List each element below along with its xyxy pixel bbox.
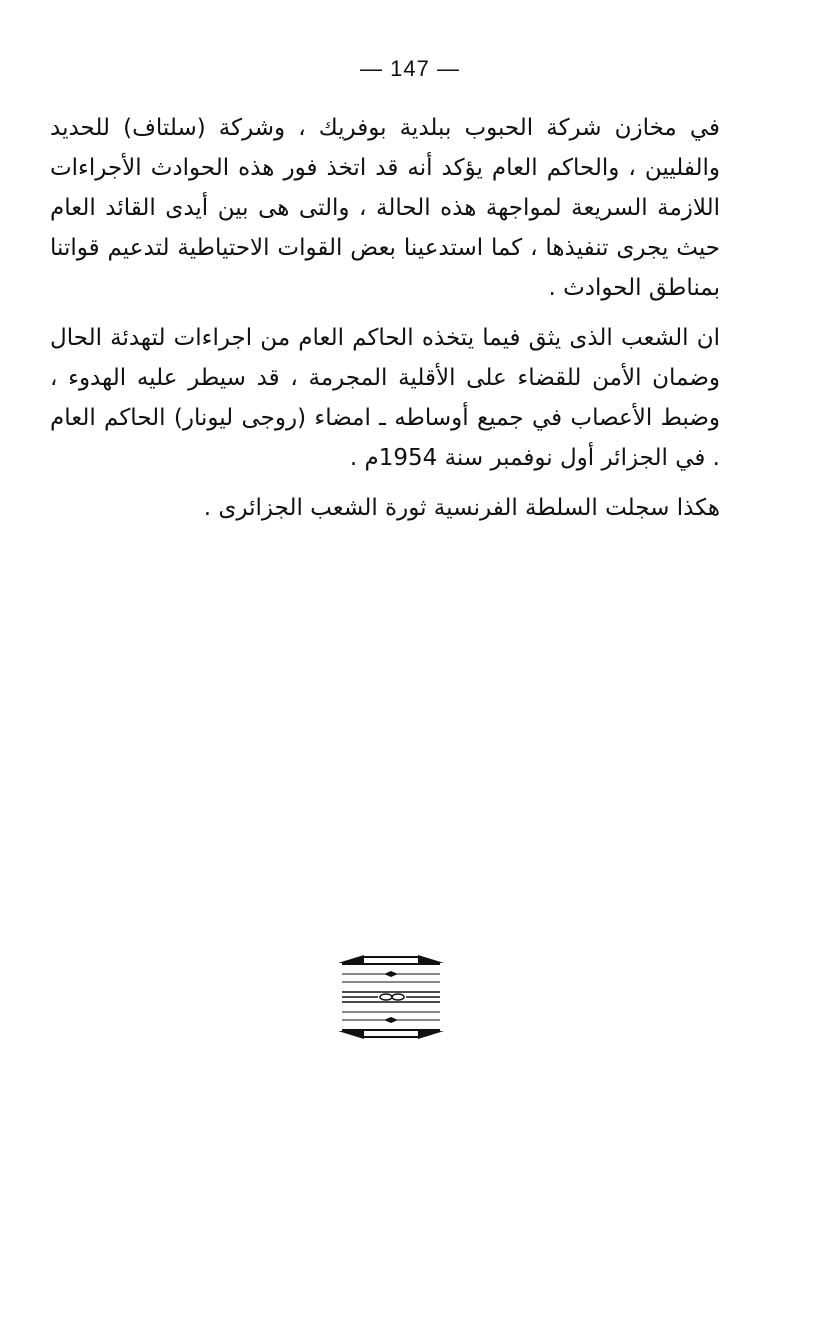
body-text (50, 108, 720, 528)
decorative-divider-icon (336, 952, 446, 1042)
paragraph-3: هكذا سجلت السلطة الفرنسية ثورة الشعب الجزائرى . (203, 495, 720, 521)
paragraph-1: في مخازن شركة الحبوب ببلدية بوفريك ، وشركة (سلتاف) للحديد والفليين ، والحاكم العام يؤكد أنه قد اتخذ فور هذه الحوادث الأجراءات اللازمة السريعة لمواجهة هذه الحالة ، والتى هى بين أيدى القائد العام حيث يجرى تنفيذها ، كما استدعينا بعض القوات الاحتياطية لتدعيم قواتنا بمناطق الحوادث . (50, 115, 720, 301)
page-number: — 147 — (360, 56, 460, 81)
paragraph-2: ان الشعب الذى يثق فيما يتخذه الحاكم العام من اجراءات لتهدئة الحال وضمان الأمن للقضاء على الأقلية المجرمة ، قد سيطر عليه الهدوء ، وضبط الأعصاب في جميع أوساطه ـ امضاء (روجى ليونار) الحاكم العام . في الجزائر أول نوفمبر سنة 1954م . (50, 325, 720, 471)
